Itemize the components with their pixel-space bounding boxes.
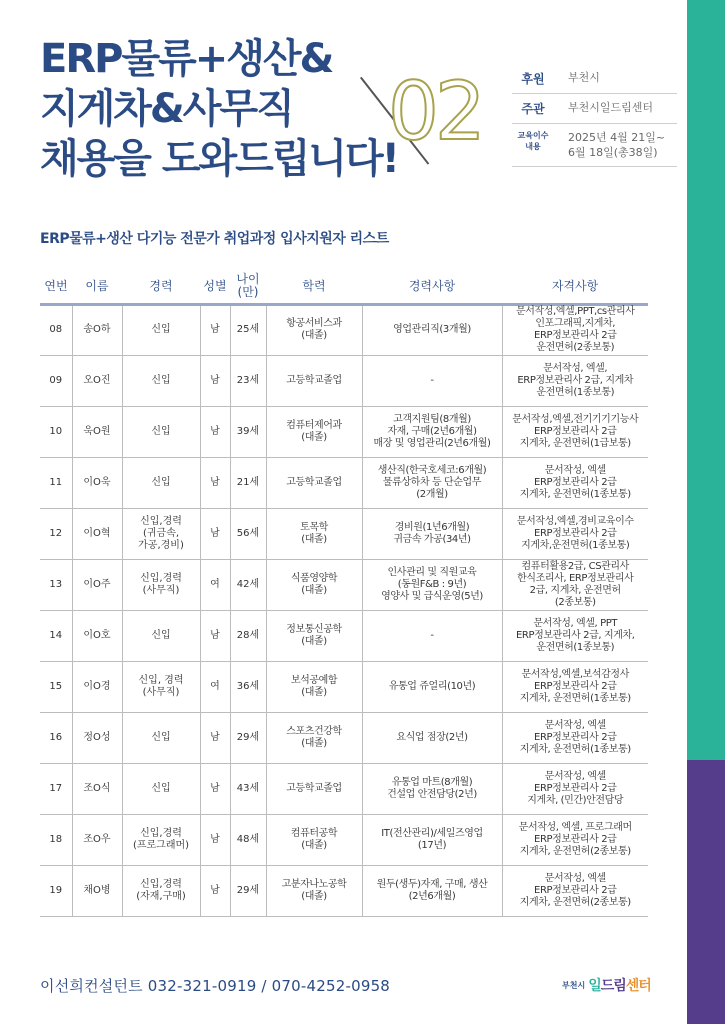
table-cell: 남	[200, 763, 230, 814]
table-row	[40, 661, 648, 712]
table-cell: 15	[40, 661, 72, 712]
table-cell: 남	[200, 508, 230, 559]
table-cell: 오O진	[72, 355, 122, 406]
table-cell: 신입	[122, 457, 200, 508]
table-cell: 28세	[230, 610, 266, 661]
logo-part-2: 드림	[600, 978, 626, 994]
table-cell: 신입,경력 (프로그래머)	[122, 814, 200, 865]
table-cell: 08	[40, 304, 72, 355]
table-cell: 유통업 마트(8개월) 건설업 안전담당(2년)	[362, 763, 502, 814]
table-cell: 신입, 경력 (사무직)	[122, 661, 200, 712]
table-cell: 보석공예함 (대졸)	[266, 661, 362, 712]
table-cell: 이O주	[72, 559, 122, 610]
table-cell: 고객지원팀(8개월) 자재, 구매(2년6개월) 매장 및 영업관리(2년6개월)	[362, 406, 502, 457]
table-cell: 이O욱	[72, 457, 122, 508]
table-header-row	[40, 270, 648, 304]
table-row	[40, 304, 648, 355]
table-cell: 이O경	[72, 661, 122, 712]
table-row	[40, 814, 648, 865]
table-row	[40, 457, 648, 508]
column-header: 연번	[40, 270, 72, 304]
table-row	[40, 508, 648, 559]
page-number-graphic: 02	[388, 65, 482, 158]
table-cell: 컴퓨터활용2급, CS관리사 한식조리사, ERP정보관리사 2급, 지게차, 운전면허 (2종보통)	[502, 559, 648, 610]
period-value: 2025년 4월 21일~ 6월 18일(총38일)	[568, 131, 666, 159]
table-cell: 23세	[230, 355, 266, 406]
table-cell: 생산직(한국호세코:6개월) 물류상하차 등 단순업무 (2개월)	[362, 457, 502, 508]
table-cell: 식품영양학 (대졸)	[266, 559, 362, 610]
info-host	[512, 94, 677, 124]
table-cell: 정보통신공학 (대졸)	[266, 610, 362, 661]
table-cell: -	[362, 355, 502, 406]
period-label: 교육이수 내용	[517, 131, 549, 151]
table-cell: 토목학 (대졸)	[266, 508, 362, 559]
table-cell: 16	[40, 712, 72, 763]
table-cell: 43세	[230, 763, 266, 814]
table-cell: 신입	[122, 610, 200, 661]
table-row	[40, 559, 648, 610]
contact-phone: 이선희컨설턴트 032-321-0919 / 070-4252-0958	[40, 977, 391, 995]
logo-prefix: 부천시	[562, 980, 586, 990]
table-cell: 남	[200, 610, 230, 661]
table-cell: 48세	[230, 814, 266, 865]
table-cell: 17	[40, 763, 72, 814]
column-header: 경력	[122, 270, 200, 304]
table-cell: 남	[200, 814, 230, 865]
table-cell: 조O식	[72, 763, 122, 814]
table-cell: 11	[40, 457, 72, 508]
info-sponsor	[512, 64, 677, 94]
table-cell: 19	[40, 865, 72, 916]
table-cell: 유통업 쥬얼리(10년)	[362, 661, 502, 712]
table-cell: 문서작성, 엑셀, ERP정보관리사 2급, 지게차 운전면허(1종보통)	[502, 355, 648, 406]
purple-side-stripe	[687, 760, 725, 1024]
table-row	[40, 610, 648, 661]
table-cell: 신입	[122, 763, 200, 814]
table-cell: 14	[40, 610, 72, 661]
logo-wordmark	[588, 975, 651, 995]
column-header: 성별	[200, 270, 230, 304]
table-cell: 신입	[122, 355, 200, 406]
table-cell: 남	[200, 304, 230, 355]
table-cell: 문서작성,엑셀,전기기기기능사 ERP정보관리사 2급 지게차, 운전면허(1급보통)	[502, 406, 648, 457]
table-cell: 컴퓨터제어과 (대졸)	[266, 406, 362, 457]
table-cell: 정O성	[72, 712, 122, 763]
table-cell: 신입	[122, 712, 200, 763]
table-cell: -	[362, 610, 502, 661]
table-cell: 25세	[230, 304, 266, 355]
table-cell: 문서작성, 엑셀 ERP정보관리사 2급 지게차, 운전면허(2종보통)	[502, 865, 648, 916]
table-cell: 스포츠건강학 (대졸)	[266, 712, 362, 763]
table-cell: 42세	[230, 559, 266, 610]
table-cell: 문서작성,엑셀,보석감정사 ERP정보관리사 2급 지게차, 운전면허(1종보통)	[502, 661, 648, 712]
table-cell: IT(전산관리)/세일즈영업 (17년)	[362, 814, 502, 865]
table-row	[40, 865, 648, 916]
table-cell: 고분자나노공학 (대졸)	[266, 865, 362, 916]
applicant-table	[40, 270, 648, 917]
column-header: 자격사항	[502, 270, 648, 304]
table-cell: 욱O원	[72, 406, 122, 457]
column-header: 나이 (만)	[230, 270, 266, 304]
table-cell: 신입,경력 (귀금속, 가공,경비)	[122, 508, 200, 559]
table-body	[40, 304, 648, 916]
table-cell: 고등학교졸업	[266, 457, 362, 508]
table-cell: 고등학교졸업	[266, 763, 362, 814]
headline-line-2: 지게차&사무직	[40, 86, 293, 132]
table-cell: 경비원(1년6개월) 귀금속 가공(34년)	[362, 508, 502, 559]
table-row	[40, 355, 648, 406]
table-cell: 원두(생두)자재, 구매, 생산 (2년6개월)	[362, 865, 502, 916]
table-cell: 채O병	[72, 865, 122, 916]
table-cell: 36세	[230, 661, 266, 712]
list-title: ERP물류+생산 다기능 전문가 취업과정 입사지원자 리스트	[40, 231, 389, 247]
info-period	[512, 124, 677, 167]
table-cell: 고등학교졸업	[266, 355, 362, 406]
logo-part-3: 센터	[625, 978, 651, 994]
table-cell: 남	[200, 406, 230, 457]
table-row	[40, 712, 648, 763]
sponsor-label: 후원	[521, 72, 545, 86]
table-row	[40, 763, 648, 814]
table-cell: 12	[40, 508, 72, 559]
table-cell: 문서작성,엑셀,PPT,cs관리사 인포그래픽,지게차, ERP정보관리사 2급 운전면허(2종보통)	[502, 304, 648, 355]
table-cell: 영업관리직(3개월)	[362, 304, 502, 355]
table-cell: 이O혁	[72, 508, 122, 559]
table-cell: 신입,경력 (자재,구매)	[122, 865, 200, 916]
table-cell: 문서작성, 엑셀 ERP정보관리사 2급 지게차, (민간)안전담당	[502, 763, 648, 814]
table-cell: 여	[200, 559, 230, 610]
table-cell: 문서작성,엑셀,경비교육이수 ERP정보관리사 2급 지게차,운전면허(1종보통)	[502, 508, 648, 559]
column-header: 이름	[72, 270, 122, 304]
table-cell: 인사관리 및 직원교육 (동원F&B : 9년) 영양사 및 급식운영(5년)	[362, 559, 502, 610]
table-cell: 이O호	[72, 610, 122, 661]
table-cell: 항공서비스과 (대졸)	[266, 304, 362, 355]
table-cell: 29세	[230, 865, 266, 916]
table-cell: 39세	[230, 406, 266, 457]
table-cell: 남	[200, 865, 230, 916]
table-cell: 13	[40, 559, 72, 610]
table-cell: 송O하	[72, 304, 122, 355]
table-cell: 문서작성, 엑셀, PPT ERP정보관리사 2급, 지게차, 운전면허(1종보통)	[502, 610, 648, 661]
headline-line-3: 채용을 도와드립니다!	[40, 136, 398, 182]
table-cell: 신입	[122, 304, 200, 355]
sponsor-value: 부천시	[568, 71, 600, 84]
table-cell: 10	[40, 406, 72, 457]
column-header: 경력사항	[362, 270, 502, 304]
table-cell: 18	[40, 814, 72, 865]
table-cell: 문서작성, 엑셀 ERP정보관리사 2급 지게차, 운전면허(1종보통)	[502, 457, 648, 508]
table-cell: 29세	[230, 712, 266, 763]
table-cell: 신입	[122, 406, 200, 457]
table-cell: 조O우	[72, 814, 122, 865]
table-cell: 남	[200, 712, 230, 763]
table-cell: 21세	[230, 457, 266, 508]
table-cell: 09	[40, 355, 72, 406]
column-header: 학력	[266, 270, 362, 304]
table-cell: 요식업 점장(2년)	[362, 712, 502, 763]
table-cell: 신입,경력 (사무직)	[122, 559, 200, 610]
teal-side-stripe	[687, 0, 725, 760]
table-cell: 여	[200, 661, 230, 712]
logo-part-1: 일	[588, 978, 601, 994]
host-value: 부천시일드림센터	[568, 101, 654, 114]
headline-line-1: ERP물류+생산&	[40, 36, 333, 82]
host-label: 주관	[521, 102, 545, 116]
table-cell: 문서작성, 엑셀, 프로그래머 ERP정보관리사 2급 지게차, 운전면허(2종보통)	[502, 814, 648, 865]
table-cell: 남	[200, 457, 230, 508]
table-cell: 남	[200, 355, 230, 406]
table-cell: 56세	[230, 508, 266, 559]
table-row	[40, 406, 648, 457]
table-cell: 컴퓨터공학 (대졸)	[266, 814, 362, 865]
info-box	[512, 64, 677, 167]
dream-center-logo	[562, 970, 672, 1000]
table-cell: 문서작성, 엑셀 ERP정보관리사 2급 지게차, 운전면허(1종보통)	[502, 712, 648, 763]
